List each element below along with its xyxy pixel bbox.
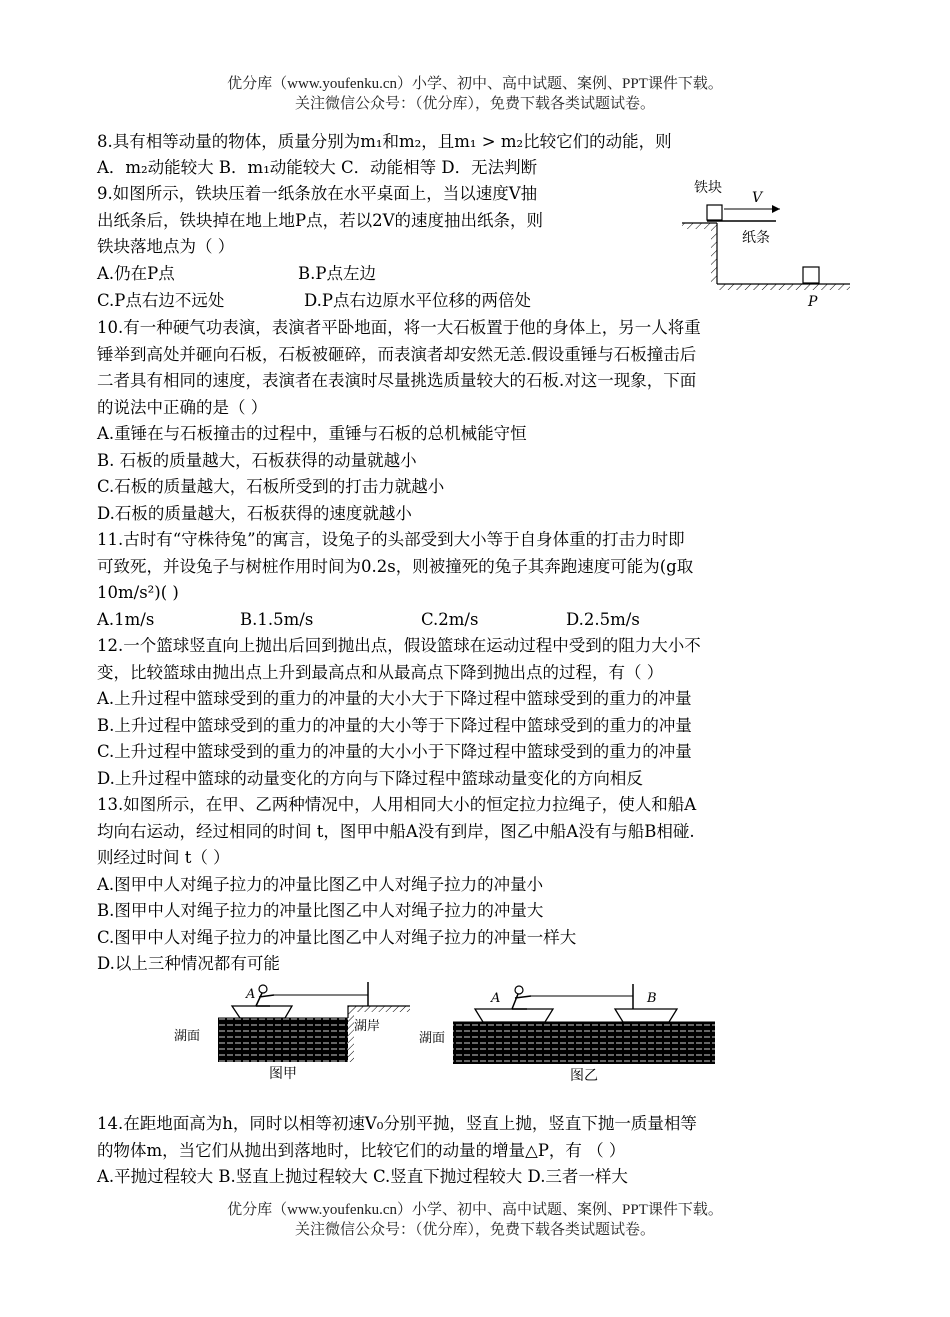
q13-fig-a-person-head — [259, 985, 267, 993]
q8-options: A．m₂动能较大 B．m₁动能较大 C．动能相等 D．无法判断 — [97, 158, 538, 177]
q10-stem-2: 锤举到高处并砸向石板，石板被砸碎，而表演者却安然无恙.假设重锤与石板撞击后 — [97, 345, 697, 364]
page-footer-line2: 关注微信公众号：（优分库），免费下载各类试题试卷。 — [294, 1222, 655, 1238]
q12-stem-2: 变，比较篮球由抛出点上升到最高点和从最高点下降到抛出点的过程，有（ ） — [97, 663, 664, 682]
q10-stem-1: 10.有一种硬气功表演，表演者平卧地面，将一大石板置于他的身体上，另一人将重 — [97, 318, 701, 337]
q13-fig-b-boat-b-hull — [615, 1009, 677, 1022]
q13-figure-b — [415, 980, 725, 1088]
q11-option-a: A.1m/s — [97, 610, 155, 629]
q14-options: A.平抛过程较大 B.竖直上抛过程较大 C.竖直下抛过程较大 D.三者一样大 — [97, 1167, 628, 1186]
q10-stem-4: 的说法中正确的是（ ） — [97, 398, 268, 417]
q13-stem-3: 则经过时间 t（ ） — [97, 848, 230, 867]
q12-stem-1: 12.一个篮球竖直向上抛出后回到抛出点，假设篮球在运动过程中受到的阻力大小不 — [97, 636, 701, 655]
q9-fig-table-hatch — [682, 223, 717, 229]
q13-fig-a-shore-wall-hatch — [348, 1006, 354, 1062]
q13-fig-a-boat-hull — [232, 1006, 292, 1018]
q9-option-c: C.P点右边不远处 — [97, 291, 225, 310]
q9-fig-ground-hatch — [717, 284, 850, 290]
q13-fig-b-water — [453, 1022, 715, 1064]
q13-fig-b-boat-b-label: B — [647, 991, 657, 1006]
q13-option-a: A.图甲中人对绳子拉力的冲量比图乙中人对绳子拉力的冲量小 — [97, 875, 544, 894]
q9-option-d: D.P点右边原水平位移的两倍处 — [304, 291, 531, 310]
q9-fig-landed-block — [803, 267, 819, 283]
q9-figure — [672, 176, 852, 311]
q13-fig-a-person-body — [256, 993, 274, 1006]
q9-stem-1: 9.如图所示，铁块压着一纸条放在水平桌面上，当以速度V抽 — [97, 184, 538, 203]
q13-fig-a-lake-label: 湖面 — [174, 1029, 201, 1044]
q13-fig-b-boat-a-label: A — [491, 991, 501, 1006]
q13-option-b: B.图甲中人对绳子拉力的冲量比图乙中人对绳子拉力的冲量大 — [97, 901, 544, 920]
q9-fig-iron-block — [707, 205, 722, 220]
q9-fig-p-label: P — [808, 294, 818, 310]
q13-fig-a-caption: 图甲 — [269, 1066, 297, 1082]
q13-fig-b-person-head — [515, 986, 523, 994]
q13-fig-b-person-body — [512, 994, 531, 1009]
q12-option-b: B.上升过程中篮球受到的重力的冲量的大小等于下降过程中篮球受到的重力的冲量 — [97, 716, 692, 735]
page-header-line1: 优分库（www.youfenku.cn）小学、初中、高中试题、案例、PPT课件下载。 — [227, 76, 723, 92]
q9-stem-2: 出纸条后，铁块掉在地上地P点，若以2V的速度抽出纸条，则 — [97, 211, 544, 230]
q9-stem-3: 铁块落地点为（ ） — [97, 237, 235, 256]
q12-option-a: A.上升过程中篮球受到的重力的冲量的大小大于下降过程中篮球受到的重力的冲量 — [97, 689, 692, 708]
q11-option-d: D.2.5m/s — [566, 610, 640, 629]
q14-stem-1: 14.在距地面高为h，同时以相等初速V₀分别平抛，竖直上抛，竖直下抛一质量相等 — [97, 1114, 697, 1133]
q9-fig-edge-hatch — [711, 229, 717, 284]
q13-stem-2: 均向右运动，经过相同的时间 t，图甲中船A没有到岸，图乙中船A没有与船B相碰. — [97, 822, 695, 841]
q10-stem-3: 二者具有相同的速度，表演者在表演时尽量挑选质量较大的石板.对这一现象，下面 — [97, 371, 697, 390]
q13-fig-b-boat-a-hull — [475, 1009, 553, 1022]
q13-fig-a-water — [218, 1018, 348, 1062]
q12-option-d: D.上升过程中篮球的动量变化的方向与下降过程中篮球动量变化的方向相反 — [97, 769, 643, 788]
q9-fig-v-label: V — [752, 190, 763, 206]
q11-option-b: B.1.5m/s — [240, 610, 314, 629]
page-header-line2: 关注微信公众号：（优分库），免费下载各类试题试卷。 — [294, 96, 655, 112]
q9-fig-iron-label: 铁块 — [694, 180, 722, 196]
q12-option-c: C.上升过程中篮球受到的重力的冲量的大小小于下降过程中篮球受到的重力的冲量 — [97, 742, 692, 761]
q11-stem-3: 10m/s²)( ) — [97, 583, 179, 602]
q13-option-d: D.以上三种情况都有可能 — [97, 954, 280, 973]
q13-figure-a — [170, 980, 415, 1088]
q10-option-d: D.石板的质量越大，石板获得的速度就越小 — [97, 504, 412, 523]
q13-fig-a-shore-top-hatch — [354, 1006, 410, 1012]
q11-option-c: C.2m/s — [421, 610, 479, 629]
page-footer-line1: 优分库（www.youfenku.cn）小学、初中、高中试题、案例、PPT课件下载。 — [227, 1202, 723, 1218]
q13-fig-b-lake-label: 湖面 — [419, 1031, 446, 1046]
q8-stem: 8.具有相等动量的物体，质量分别为m₁和m₂，且m₁ > m₂比较它们的动能，则 — [97, 132, 672, 151]
q13-fig-b-caption: 图乙 — [570, 1068, 598, 1084]
q13-option-c: C.图甲中人对绳子拉力的冲量比图乙中人对绳子拉力的冲量一样大 — [97, 928, 577, 947]
q9-option-b: B.P点左边 — [298, 264, 376, 283]
q10-option-a: A.重锤在与石板撞击的过程中，重锤与石板的总机械能守恒 — [97, 424, 527, 443]
q13-stem-1: 13.如图所示，在甲、乙两种情况中，人用相同大小的恒定拉力拉绳子，使人和船A — [97, 795, 697, 814]
q10-option-b: B. 石板的质量越大，石板获得的动量就越小 — [97, 451, 417, 470]
q13-fig-a-boat-label: A — [246, 987, 256, 1002]
q9-option-a: A.仍在P点 — [97, 264, 175, 283]
q9-fig-paper-label: 纸条 — [742, 230, 770, 246]
q14-stem-2: 的物体m，当它们从抛出到落地时，比较它们的动量的增量△P，有 （ ） — [97, 1141, 626, 1160]
q9-fig-arrow-head — [772, 205, 780, 213]
q10-option-c: C.石板的质量越大，石板所受到的打击力就越小 — [97, 477, 445, 496]
q11-stem-2: 可致死，并设兔子与树桩作用时间为0.2s，则被撞死的兔子其奔跑速度可能为(g取 — [97, 557, 694, 576]
q13-fig-a-shore-label: 湖岸 — [354, 1019, 381, 1034]
q11-stem-1: 11.古时有“守株待兔”的寓言，设兔子的头部受到大小等于自身体重的打击力时即 — [97, 530, 685, 549]
